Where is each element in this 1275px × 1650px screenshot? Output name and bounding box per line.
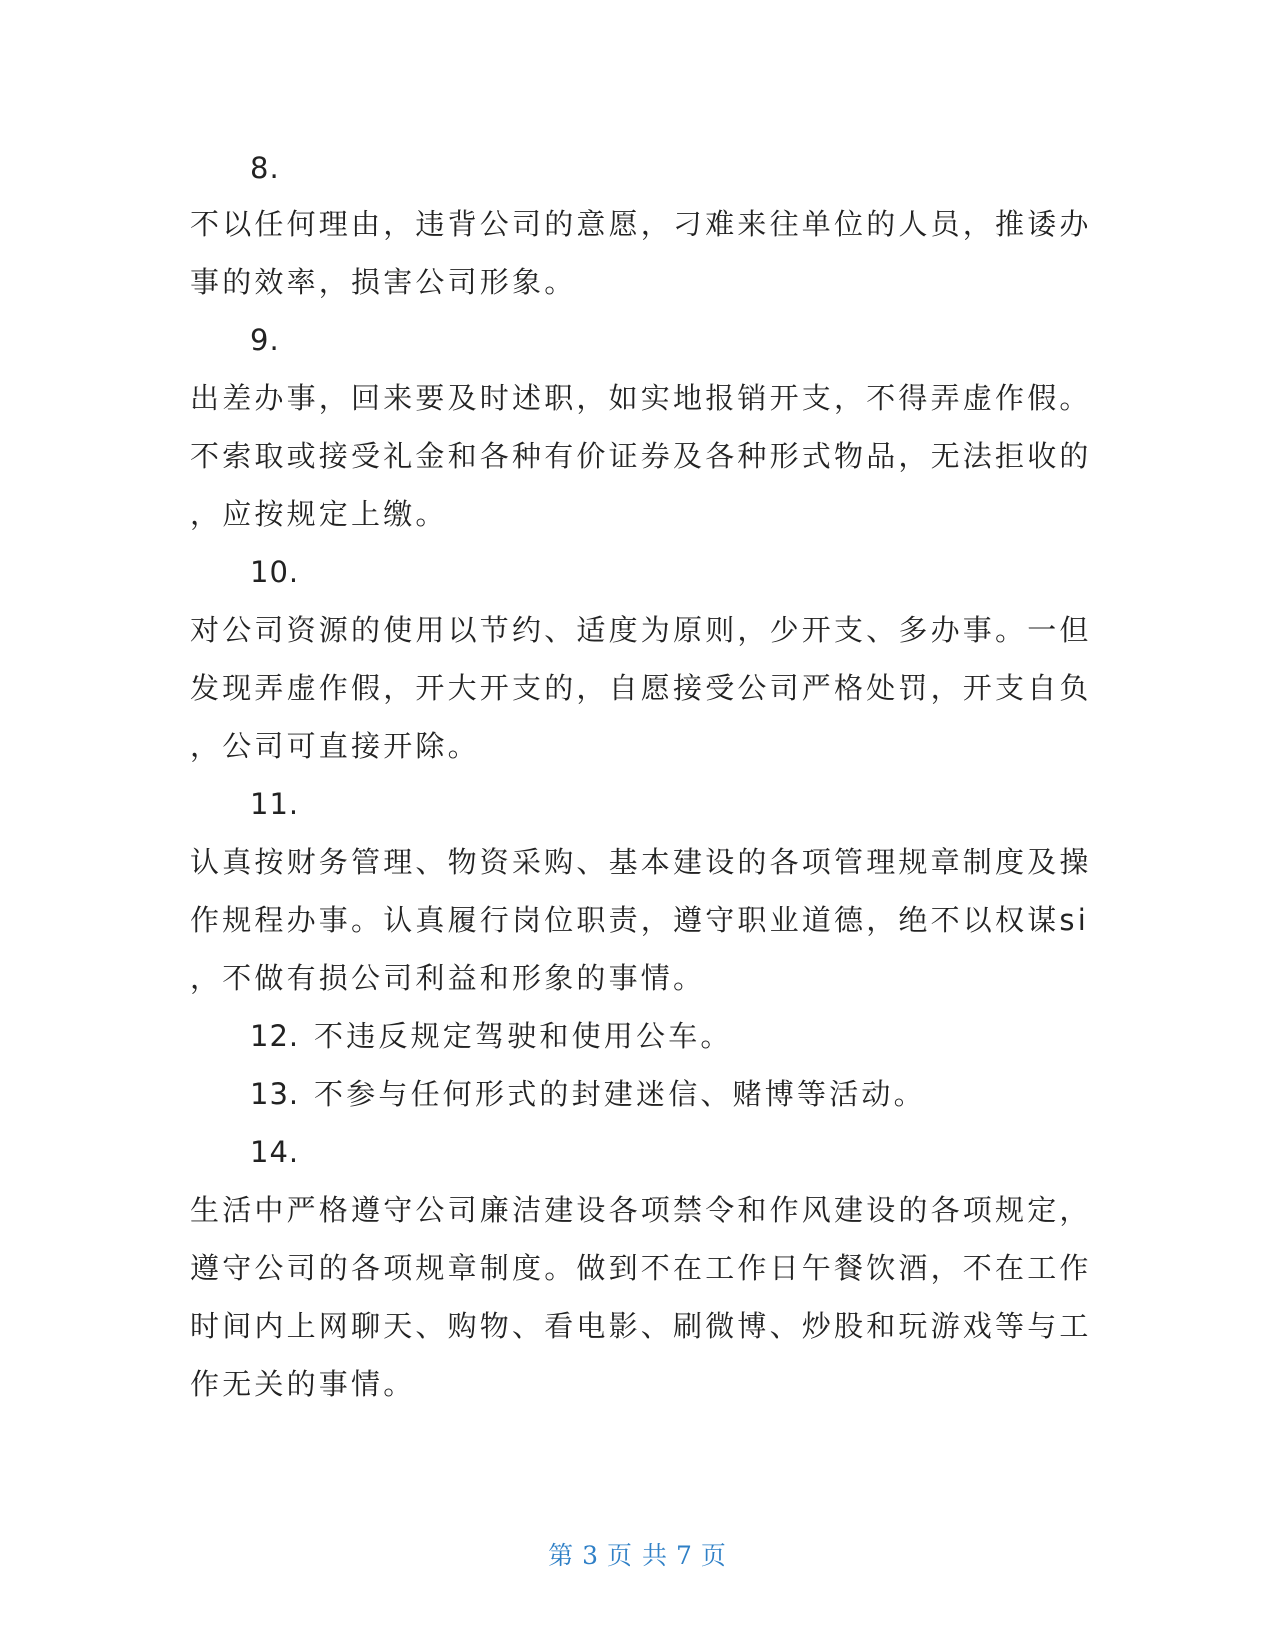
item-14-line-4: 作无关的事情。 [190, 1367, 416, 1401]
item-13 [250, 1074, 926, 1114]
footer-prefix: 第 [548, 1541, 575, 1570]
footer-current-page: 3 [582, 1541, 600, 1570]
item-12 [250, 1016, 733, 1056]
item-8-line-2: 事的效率，损害公司形象。 [190, 265, 577, 299]
footer-suffix: 页 [700, 1541, 727, 1570]
item-10-line-2: 发现弄虚作假，开大开支的，自愿接受公司严格处罚，开支自负 [190, 671, 1092, 705]
item-10-line-3: ，公司可直接开除。 [190, 729, 480, 763]
item-11-line-2: 作规程办事。认真履行岗位职责，遵守职业道德，绝不以权谋si [190, 903, 1089, 937]
footer-middle: 页 共 [607, 1541, 668, 1570]
item-11-number: 11. [250, 787, 300, 821]
item-14-line-1: 生活中严格遵守公司廉洁建设各项禁令和作风建设的各项规定， [190, 1193, 1092, 1227]
item-10-number: 10. [250, 555, 300, 589]
item-12-text: 不违反规定驾驶和使用公车。 [314, 1019, 733, 1053]
item-13-text: 不参与任何形式的封建迷信、赌博等活动。 [314, 1077, 926, 1111]
item-9-number: 9. [250, 323, 280, 357]
item-14-number: 14. [250, 1135, 300, 1169]
item-12-number: 12. [250, 1019, 300, 1053]
item-11-line-1: 认真按财务管理、物资采购、基本建设的各项管理规章制度及操 [190, 845, 1092, 879]
item-13-number: 13. [250, 1077, 300, 1111]
footer-total-pages: 7 [675, 1541, 693, 1570]
item-8-line-1: 不以任何理由，违背公司的意愿，刁难来往单位的人员，推诿办 [190, 207, 1092, 241]
item-9-line-3: ，应按规定上缴。 [190, 497, 448, 531]
item-14-line-3: 时间内上网聊天、购物、看电影、刷微博、炒股和玩游戏等与工 [190, 1309, 1092, 1343]
item-8-number: 8. [250, 151, 280, 185]
item-9-line-2: 不索取或接受礼金和各种有价证券及各种形式物品，无法拒收的 [190, 439, 1092, 473]
item-10-line-1: 对公司资源的使用以节约、适度为原则，少开支、多办事。一但 [190, 613, 1092, 647]
page-footer [0, 1536, 1275, 1572]
item-14-line-2: 遵守公司的各项规章制度。做到不在工作日午餐饮酒，不在工作 [190, 1251, 1092, 1285]
item-9-line-1: 出差办事，回来要及时述职，如实地报销开支，不得弄虚作假。 [190, 381, 1092, 415]
item-11-line-3: ，不做有损公司利益和形象的事情。 [190, 961, 706, 995]
